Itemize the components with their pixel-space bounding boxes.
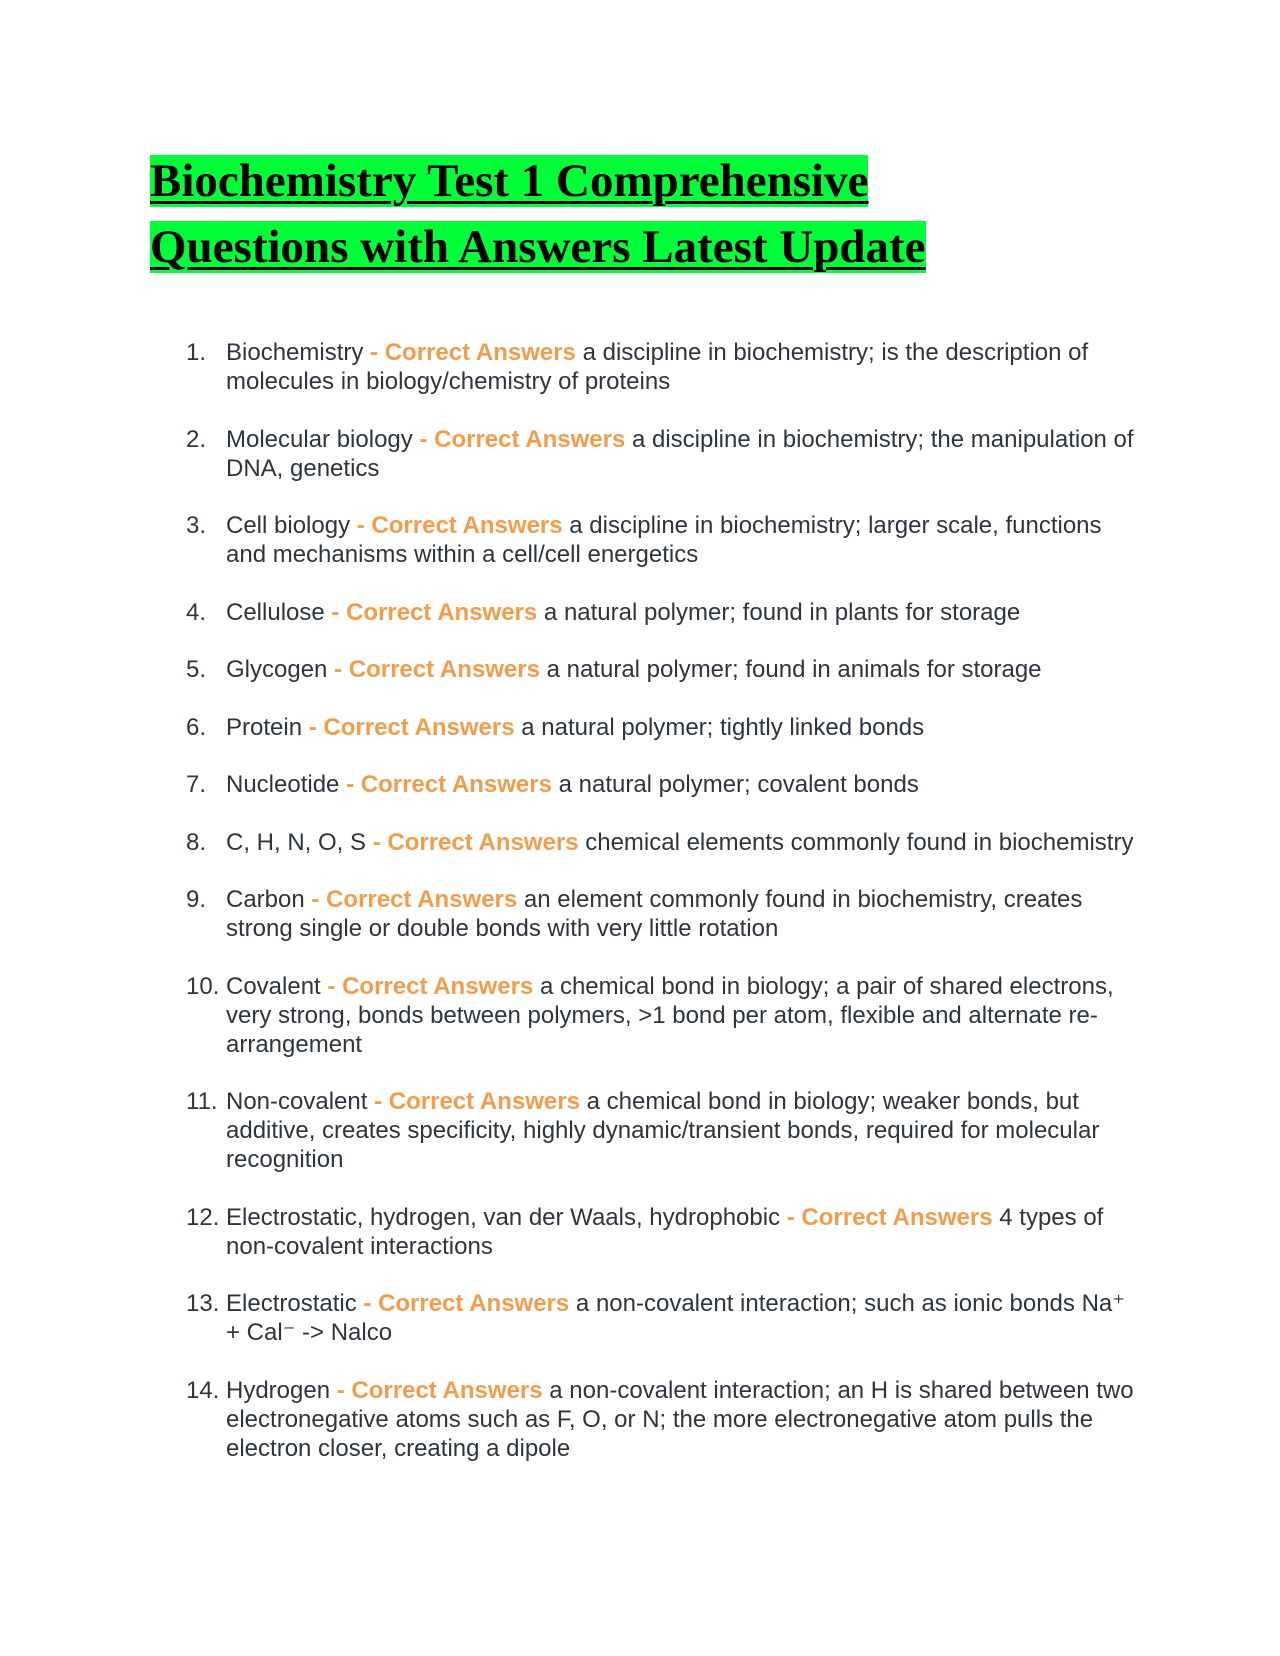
item-number: 13. <box>186 1290 220 1317</box>
correct-answers-label: Correct Answers <box>346 598 538 626</box>
item-term: Glycogen <box>226 656 328 683</box>
item-number: 5. <box>186 656 207 683</box>
correct-answers-label: Correct Answers <box>378 1290 570 1317</box>
item-definition: a natural polymer; tightly linked bonds <box>521 713 925 741</box>
item-number: 2. <box>186 425 207 453</box>
list-item <box>150 1203 1135 1261</box>
item-number: 7. <box>186 771 207 798</box>
question-answer-list <box>150 338 1135 1491</box>
item-number: 10. <box>186 972 220 1000</box>
item-separator: - <box>363 1290 372 1317</box>
item-term: Electrostatic <box>226 1290 357 1317</box>
item-separator: - <box>334 656 343 683</box>
item-number: 9. <box>186 886 207 913</box>
list-item <box>150 770 1135 799</box>
list-item <box>150 338 1135 396</box>
list-item <box>150 1289 1135 1347</box>
item-term: Nucleotide <box>226 771 340 798</box>
item-separator: - <box>336 1376 345 1404</box>
item-number: 3. <box>186 512 207 539</box>
item-number: 12. <box>186 1203 220 1231</box>
list-item <box>150 598 1135 627</box>
correct-answers-label: Correct Answers <box>326 886 518 913</box>
item-definition: an element commonly found in biochemistry, creates strong single or double bonds with very little rotation <box>226 886 1083 942</box>
item-term: Carbon <box>226 886 305 913</box>
item-separator: - <box>327 972 336 1000</box>
list-item <box>150 511 1135 569</box>
correct-answers-label: Correct Answers <box>801 1203 993 1231</box>
item-number: 11. <box>186 1088 218 1115</box>
item-definition: a natural polymer; found in plants for storage <box>543 598 1021 626</box>
title-line-1: Biochemistry Test 1 Comprehensive <box>150 155 869 207</box>
title-line-2: Questions with Answers Latest Update <box>150 221 926 273</box>
list-item <box>150 972 1135 1059</box>
item-definition: chemical elements commonly found in biochemistry <box>585 828 1134 856</box>
item-term: Covalent <box>226 972 321 1000</box>
list-item <box>150 1087 1135 1174</box>
item-separator: - <box>308 713 317 741</box>
list-item <box>150 1376 1135 1463</box>
item-separator: - <box>372 828 381 856</box>
correct-answers-label: Correct Answers <box>371 512 563 539</box>
item-definition: 4 types of non-covalent interactions <box>226 1203 1104 1260</box>
list-item <box>150 885 1135 943</box>
item-definition: a natural polymer; found in animals for storage <box>546 656 1042 683</box>
item-term: Electrostatic, hydrogen, van der Waals, hydrophobic <box>226 1203 781 1231</box>
item-number: 4. <box>186 598 207 626</box>
list-item <box>150 425 1135 483</box>
item-term: Hydrogen <box>226 1376 331 1404</box>
item-separator: - <box>356 512 365 539</box>
item-definition: a discipline in biochemistry; is the description of molecules in biology/chemistry of proteins <box>226 339 1089 395</box>
item-separator: - <box>419 425 428 453</box>
item-term: Cellulose <box>226 598 325 626</box>
item-term: Biochemistry <box>226 339 364 366</box>
item-definition: a chemical bond in biology; weaker bonds, but additive, creates specificity, highly dynamic/transient bonds, required for molecular recognition <box>226 1088 1100 1173</box>
list-item <box>150 655 1135 684</box>
item-number: 8. <box>186 828 207 856</box>
item-number: 1. <box>186 339 207 366</box>
item-separator: - <box>331 598 340 626</box>
correct-answers-label: Correct Answers <box>387 828 579 856</box>
item-separator: - <box>786 1203 795 1231</box>
item-definition: a natural polymer; covalent bonds <box>558 771 919 798</box>
correct-answers-label: Correct Answers <box>360 771 552 798</box>
item-separator: - <box>374 1088 383 1115</box>
item-definition: a chemical bond in biology; a pair of shared electrons, very strong, bonds between polymers, >1 bond per atom, flexible and alternate re-arrangement <box>226 972 1114 1058</box>
correct-answers-label: Correct Answers <box>323 713 515 741</box>
item-number: 6. <box>186 713 207 741</box>
document-title <box>150 148 1110 280</box>
list-item <box>150 828 1135 857</box>
item-term: Protein <box>226 713 303 741</box>
item-number: 14. <box>186 1376 220 1404</box>
correct-answers-label: Correct Answers <box>351 1376 543 1404</box>
item-term: Non-covalent <box>226 1088 368 1115</box>
item-separator: - <box>370 339 379 366</box>
item-term: C, H, N, O, S <box>226 828 367 856</box>
item-definition: a discipline in biochemistry; larger scale, functions and mechanisms within a cell/cell energetics <box>226 512 1102 568</box>
correct-answers-label: Correct Answers <box>342 972 534 1000</box>
item-term: Molecular biology <box>226 425 413 453</box>
item-definition: a discipline in biochemistry; the manipulation of DNA, genetics <box>226 425 1134 482</box>
list-item <box>150 713 1135 742</box>
item-separator: - <box>346 771 355 798</box>
correct-answers-label: Correct Answers <box>348 656 540 683</box>
correct-answers-label: Correct Answers <box>434 425 626 453</box>
item-term: Cell biology <box>226 512 351 539</box>
item-separator: - <box>311 886 320 913</box>
correct-answers-label: Correct Answers <box>388 1088 580 1115</box>
item-definition: a non-covalent interaction; an H is shared between two electronegative atoms such as F, O, or N; the more electronegative atom pulls the electron closer, creating a dipole <box>226 1376 1134 1462</box>
correct-answers-label: Correct Answers <box>384 339 576 366</box>
item-definition: a non-covalent interaction; such as ionic bonds Na⁺ + Cal⁻ -> Nalco <box>226 1290 1125 1346</box>
